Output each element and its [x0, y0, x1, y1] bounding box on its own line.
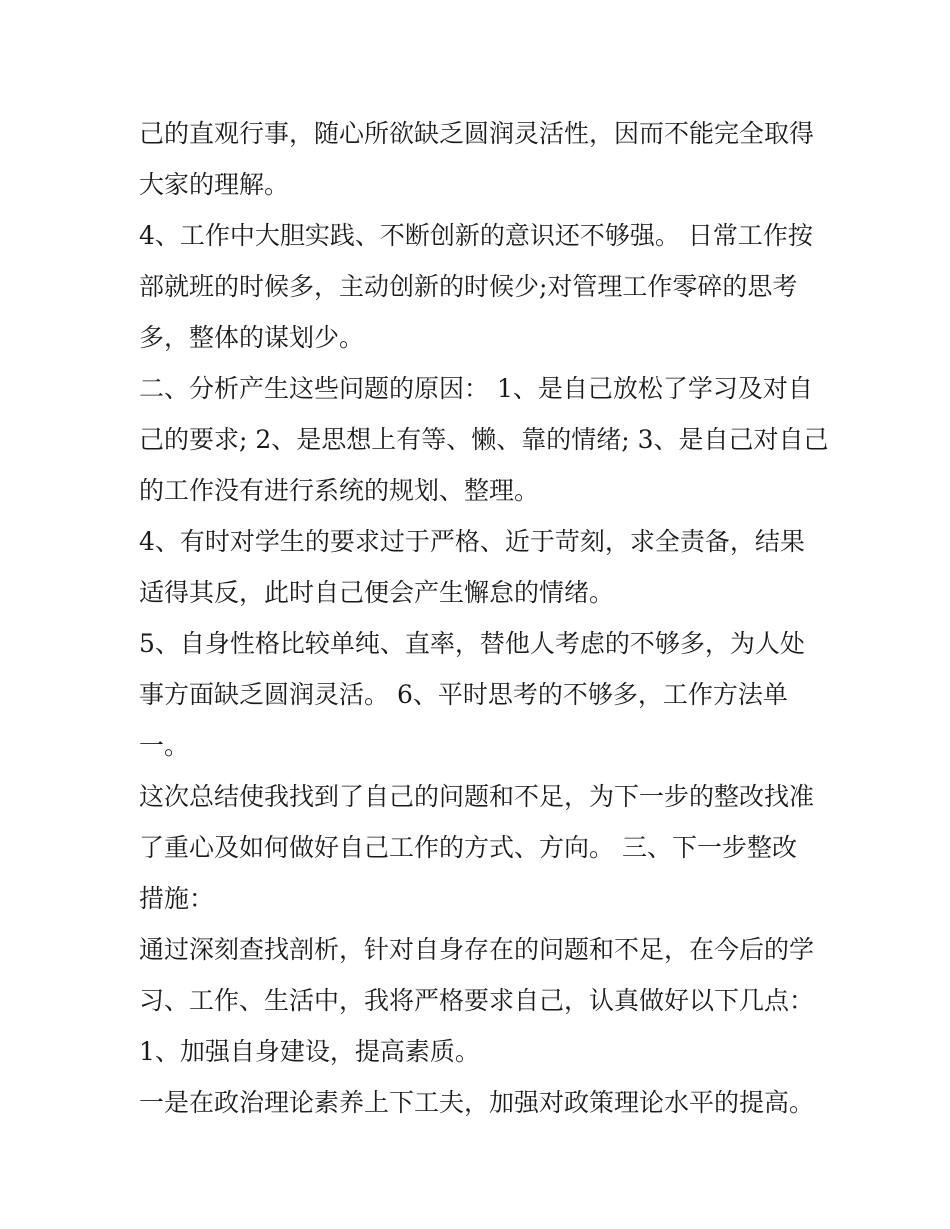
text-line: 己的直观行事，随心所欲缺乏圆润灵活性，因而不能完全取得 [139, 119, 815, 148]
text-line: 通过深刻查找剖析，针对自身存在的问题和不足，在今后的学 [139, 935, 815, 964]
text-line: 大家的理解。 [139, 170, 290, 199]
text-line: 了重心及如何做好自己工作的方式、方向。 三、下一步整改 [139, 833, 797, 862]
text-line: 习、工作、生活中，我将严格要求自己，认真做好以下几点： [139, 986, 815, 1015]
text-line: 4、工作中大胆实践、不断创新的意识还不够强。 日常工作按 [139, 221, 813, 250]
body-text [139, 108, 839, 1128]
text-line: 事方面缺乏圆润灵活。 6、平时思考的不够多，工作方法单 [139, 680, 788, 709]
text-line: 这次总结使我找到了自己的问题和不足，为下一步的整改找准 [139, 782, 815, 811]
text-line: 的工作没有进行系统的规划、整理。 [139, 476, 540, 505]
text-line: 部就班的时候多，主动创新的时候少;对管理工作零碎的思考 [139, 272, 798, 301]
text-line: 多，整体的谋划少。 [139, 323, 365, 352]
text-line: 5、自身性格比较单纯、直率，替他人考虑的不够多，为人处 [139, 629, 805, 658]
text-line: 适得其反，此时自己便会产生懈怠的情绪。 [139, 578, 615, 607]
text-line: 4、有时对学生的要求过于严格、近于苛刻，求全责备，结果 [139, 527, 805, 556]
text-line: 措施： [139, 884, 215, 913]
text-line: 一。 [139, 731, 190, 760]
text-line: 一是在政治理论素养上下工夫，加强对政策理论水平的提高。 [139, 1088, 815, 1117]
text-line: 1、加强自身建设，提高素质。 [139, 1037, 480, 1066]
text-line: 己的要求; 2、是思想上有等、懒、靠的情绪; 3、是自己对自己 [139, 425, 829, 454]
text-line: 二、分析产生这些问题的原因： 1、是自己放松了学习及对自 [139, 374, 813, 403]
